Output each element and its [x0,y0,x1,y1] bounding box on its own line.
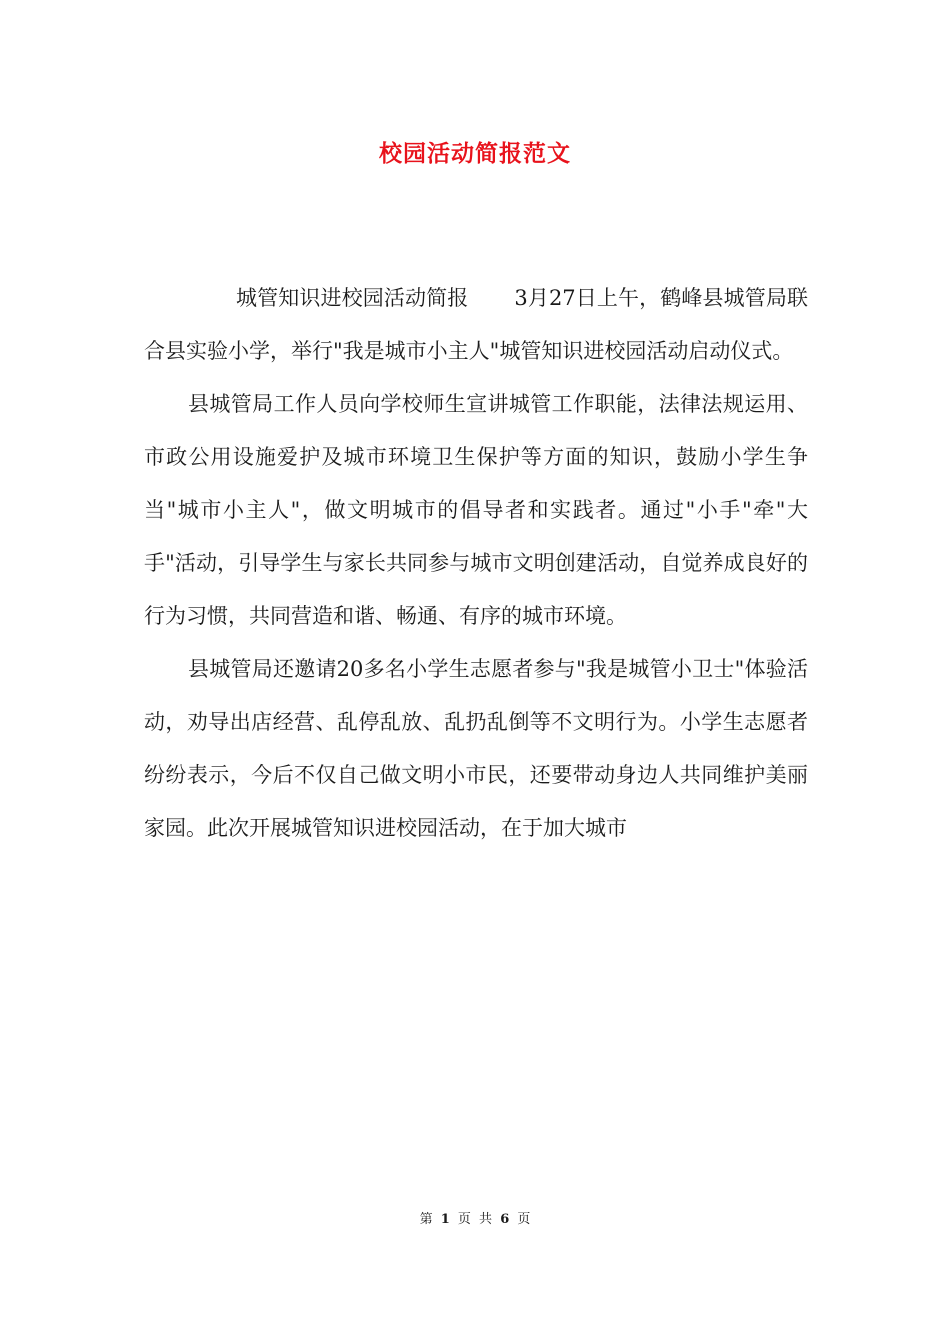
page-footer [0,1208,950,1227]
paragraph-1-text: 3月27日上午，鹤峰县城管局联合县实验小学，举行"我是城市小主人"城管知识进校园活动启动仪式。 [144,286,808,363]
paragraph-2: 县城管局工作人员向学校师生宣讲城管工作职能，法律法规运用、市政公用设施爱护及城市环境卫生保护等方面的知识，鼓励小学生争当"城市小主人"，做文明城市的倡导者和实践者。通过"小手"牵"大手"活动，引导学生与家长共同参与城市文明创建活动，自觉养成良好的行为习惯，共同营造和谐、畅通、有序的城市环境。 [144,392,808,628]
footer-suffix: 页 [517,1212,531,1227]
paragraph-3: 县城管局还邀请20多名小学生志愿者参与"我是城管小卫士"体验活动，劝导出店经营、乱停乱放、乱扔乱倒等不文明行为。小学生志愿者纷纷表示，今后不仅自己做文明小市民，还要带动身边人共同维护美丽家园。此次开展城管知识进校园活动，在于加大城市 [144,657,808,840]
paragraph-1-heading: 城管知识进校园活动简报 [236,286,469,310]
footer-middle: 页 共 [457,1212,493,1227]
footer-prefix: 第 [419,1212,433,1227]
document-title: 校园活动简报范文 [379,140,571,167]
paragraph-1 [144,272,808,378]
footer-total-pages: 6 [500,1212,510,1227]
document-body [144,272,808,855]
footer-current-page: 1 [440,1212,450,1227]
